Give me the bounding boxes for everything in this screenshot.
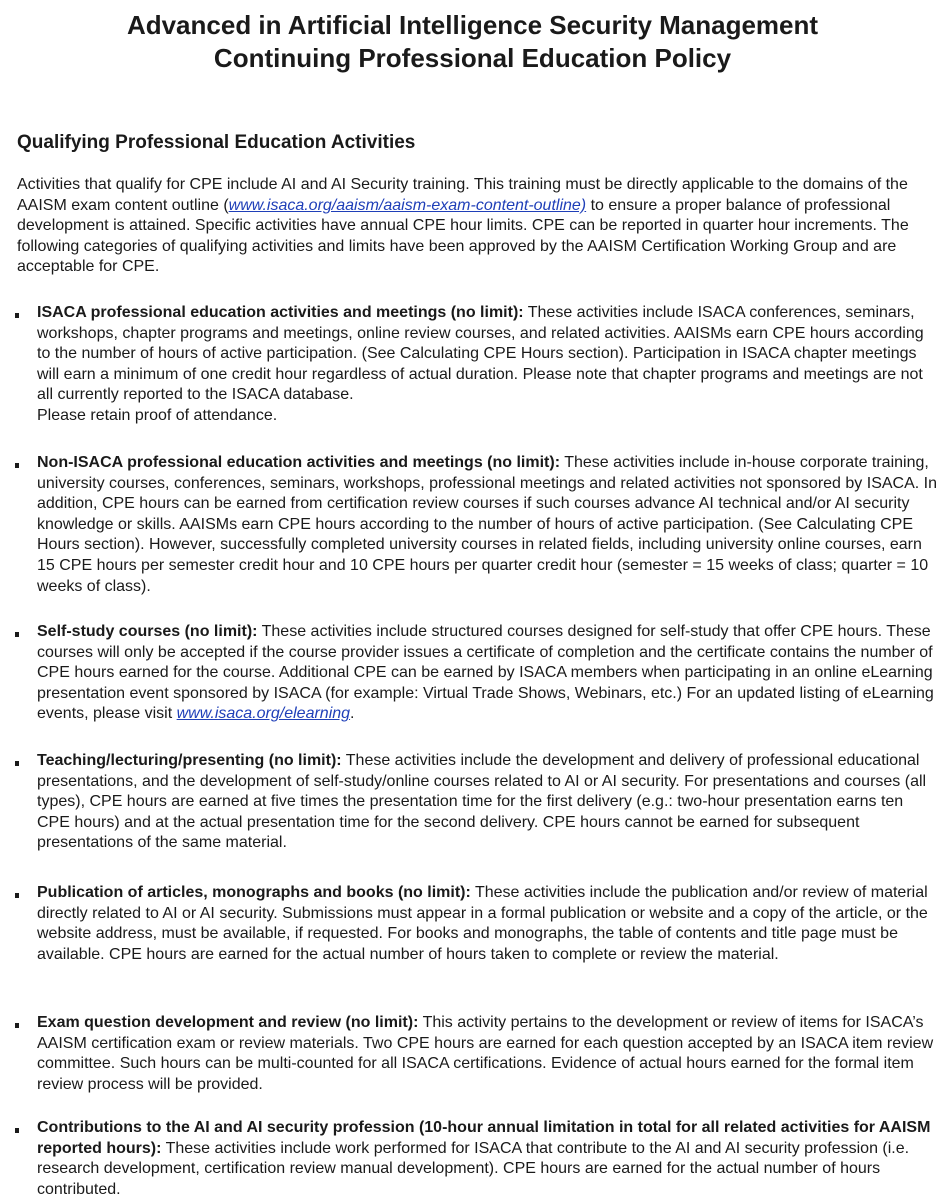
exam-outline-link[interactable]: www.isaca.org/aaism/aaism-exam-content-outline): [228, 196, 587, 214]
bullet-text: These activities include the development and delivery of professional educational presentations, and the development of self-study/online courses related to AI or AI security. For presentations and courses (all types), CPE hours are earned at five times the presentation time for the first delivery (e.g.: two-hour presentation earns ten CPE hours) and at the actual presentation time for the second delivery. CPE hours cannot be earned for subsequent presentations of the same material.: [37, 752, 927, 852]
document-title-line-2: Continuing Professional Education Policy: [213, 43, 732, 73]
bullet-teaching: [37, 751, 937, 854]
bullet-publication: [37, 883, 937, 965]
bullet-contributions: [37, 1118, 937, 1200]
bullet-text: These activities include structured courses designed for self-study that offer CPE hours. These courses will only be accepted if the course provider issues a certificate of completion and the certificate contains the number of CPE hours earned for the course. Additional CPE can be earned by ISACA members when participating in an online eLearning presentation event sponsored by ISACA (for example: Virtual Trade Shows, Webinars, etc.) For an updated listing of eLearning events, please visit: [37, 623, 934, 723]
bullet-text: These activities include ISACA conferences, seminars, workshops, chapter programs and meetings, online review courses, and related activities. AAISMs earn CPE hours according to the number of hours of active participation. (See Calculating CPE Hours section). Participation in ISACA chapter meetings will earn a minimum of one credit hour regardless of actual duration. Please note that chapter programs and meetings are not all currently reported to the ISACA database.: [37, 304, 924, 404]
bullet-lead: Non-ISACA professional education activities and meetings (no limit):: [37, 454, 561, 471]
bullet-marker-icon: [15, 761, 19, 766]
bullet-lead: Teaching/lecturing/presenting (no limit):: [37, 752, 342, 769]
intro-text-before-link: Activities that qualify for CPE include AI and AI Security training. This training must be directly applicable to the domains of the AAISM exam content outline (: [17, 176, 908, 214]
bullet-marker-icon: [15, 1128, 19, 1133]
elearning-link[interactable]: www.isaca.org/elearning: [176, 705, 351, 723]
bullet-lead: Exam question development and review (no limit):: [37, 1014, 419, 1031]
intro-text-after-link: to ensure a proper balance of professional development is attained. Specific activities have annual CPE hour limits. CPE can be reported in quarter hour increments. The following categories of qualifying activities and limits have been approved by the AAISM Certification Working Group and are acceptable for CPE.: [17, 196, 909, 276]
bullet-text: This activity pertains to the development or review of items for ISACA’s AAISM certification exam or review materials. Two CPE hours are earned for each question accepted by an ISACA item review committee. Such hours can be multi-counted for all ISACA certifications. Evidence of actual hours earned for the formal item review process will be provided.: [37, 1014, 934, 1093]
document-title-line-1: Advanced in Artificial Intelligence Security Management: [126, 10, 819, 40]
bullet-lead: ISACA professional education activities and meetings (no limit):: [37, 304, 524, 321]
intro-paragraph: [17, 175, 935, 278]
bullet-isaca-education: [37, 303, 937, 427]
bullet-exam-question: [37, 1013, 937, 1095]
bullet-non-isaca-education: [37, 453, 937, 597]
bullet-marker-icon: [15, 313, 19, 318]
bullet-text-end: .: [350, 705, 355, 723]
bullet-text-note: Please retain proof of attendance.: [37, 406, 278, 424]
bullet-text: These activities include the publication and/or review of material directly related to AI or AI security. Submissions must appear in a formal publication or website and a copy of the article, or the website address, must be available, if requested. For books and monographs, the table of contents and title page must be available. CPE hours are earned for the actual number of hours taken to complete or review the material.: [37, 884, 928, 963]
bullet-lead: Self-study courses (no limit):: [37, 623, 258, 640]
section-heading: Qualifying Professional Education Activities: [17, 132, 416, 153]
bullet-marker-icon: [15, 632, 19, 637]
bullet-marker-icon: [15, 463, 19, 468]
bullet-lead: Publication of articles, monographs and books (no limit):: [37, 884, 471, 901]
bullet-text: These activities include work performed for ISACA that contribute to the AI and AI security profession (i.e. research development, certification review manual development). CPE hours are earned for the actual number of hours contributed.: [37, 1139, 910, 1198]
bullet-lead: Contributions to the AI and AI security profession (10-hour annual limitation in total for all related activities for AAISM reported hours):: [37, 1119, 931, 1157]
bullet-marker-icon: [15, 1023, 19, 1028]
bullet-self-study: [37, 622, 937, 725]
bullet-marker-icon: [15, 893, 19, 898]
bullet-text: These activities include in-house corporate training, university courses, conferences, seminars, workshops, professional meetings and related activities not sponsored by ISACA. In addition, CPE hours can be earned from certification review courses if such courses advance AI technical and/or AI security knowledge or skills. AAISMs earn CPE hours according to the number of hours of active participation. (See Calculating CPE Hours section). However, successfully completed university courses in related fields, including university online courses, earn 15 CPE hours per semester credit hour and 10 CPE hours per quarter credit hour (semester = 15 weeks of class; quarter = 10 weeks of class).: [37, 454, 937, 595]
